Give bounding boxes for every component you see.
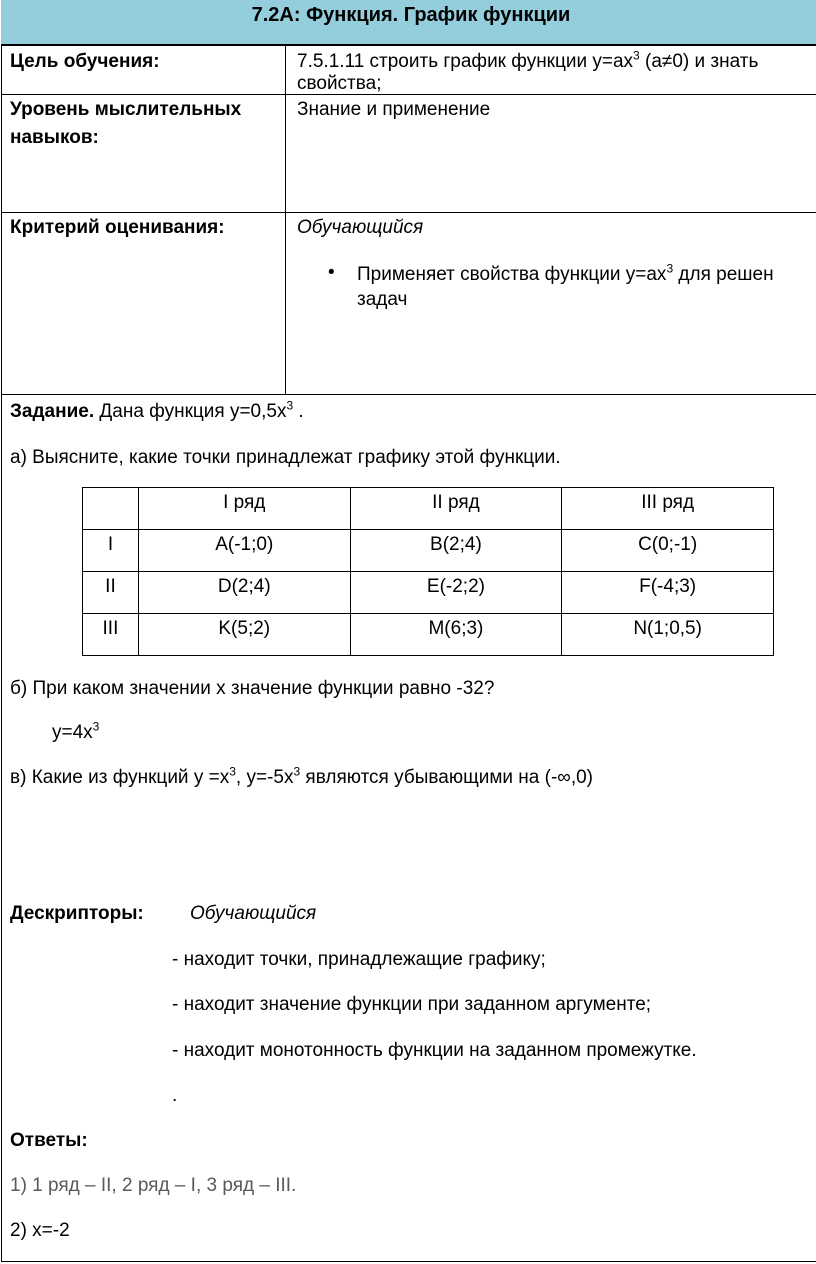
table-row: [83, 572, 774, 614]
table-header-row: [83, 488, 774, 530]
table-cell: A(-1;0): [138, 530, 350, 572]
goal-label: Цель обучения:: [10, 51, 160, 72]
table-cell: B(2;4): [350, 530, 562, 572]
task-part-b-function: $y=4x^3$: [52, 719, 100, 743]
row-label: II: [83, 572, 139, 614]
row-label: I: [83, 530, 139, 572]
bullet-icon: •: [328, 262, 335, 283]
criteria-label: Критерий оценивания:: [10, 217, 225, 238]
task-statement: Задание. Дана функция $y=0,5x^3$ .: [10, 398, 304, 422]
level-label: Уровень мыслительных: [10, 99, 242, 120]
descriptor-item: - находит монотонность функции на заданном промежутке.: [172, 1040, 697, 1061]
table-row: [83, 530, 774, 572]
page-title: 7.2А: Функция. График функции: [1, 0, 816, 46]
table-cell: N(1;0,5): [562, 614, 774, 656]
table-cell: E(-2;2): [350, 572, 562, 614]
answer-1: 1) 1 ряд – II, 2 ряд – I, 3 ряд – III.: [10, 1175, 297, 1196]
descriptor-item: - находит точки, принадлежащие графику;: [172, 949, 546, 970]
descriptors-label: Дескрипторы:: [10, 903, 144, 924]
table-header: II ряд: [350, 488, 562, 530]
level-label-line2: навыков:: [10, 127, 99, 148]
task-part-a: а) Выясните, какие точки принадлежат графику этой функции.: [10, 447, 561, 468]
answers-label: Ответы:: [10, 1130, 88, 1151]
table-cell: F(-4;3): [562, 572, 774, 614]
descriptor-dot: .: [172, 1085, 178, 1106]
points-table: [82, 487, 774, 656]
level-value: Знание и применение: [297, 99, 491, 120]
descriptor-item: - находит значение функции при заданном аргументе;: [172, 994, 652, 1015]
divider: [1, 212, 816, 213]
row-label: III: [83, 614, 139, 656]
criteria-item-line2: задач: [357, 289, 408, 310]
table-cell: M(6;3): [350, 614, 562, 656]
table-cell: [83, 488, 139, 530]
divider: [1, 394, 816, 395]
table-row: [83, 614, 774, 656]
table-header: III ряд: [562, 488, 774, 530]
task-part-b: б) При каком значении x значение функции равно -32?: [10, 678, 495, 699]
goal-value-line2: свойства;: [297, 73, 382, 94]
table-cell: C(0;-1): [562, 530, 774, 572]
criteria-subject: Обучающийся: [297, 217, 424, 238]
task-part-c: в) Какие из функций $y =x^3$, $y=-5x^3$ являются убывающими на (-∞,0): [10, 764, 593, 788]
descriptors-subject: Обучающийся: [190, 903, 317, 924]
goal-value: 7.5.1.11 строить график функции $y=ax^3$ (a≠0) и знать: [297, 48, 759, 72]
divider: [1, 94, 816, 95]
answer-2: 2) x=-2: [10, 1220, 70, 1241]
criteria-item: Применяет свойства функции $y=ax^3$ для решен: [357, 261, 774, 285]
table-cell: K(5;2): [138, 614, 350, 656]
table-header: I ряд: [138, 488, 350, 530]
column-divider: [285, 46, 286, 394]
table-cell: D(2;4): [138, 572, 350, 614]
